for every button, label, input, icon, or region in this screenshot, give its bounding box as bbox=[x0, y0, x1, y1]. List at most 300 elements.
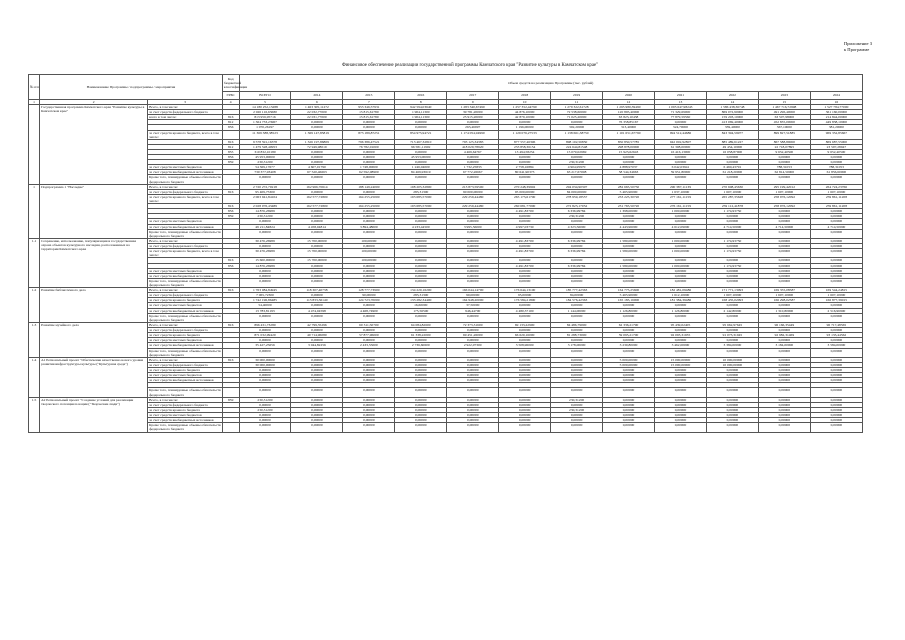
funding-source: за счет средств местных бюджетов bbox=[148, 219, 223, 224]
year-value: 0,00000 bbox=[499, 214, 551, 219]
year-value: 3 384,00000 bbox=[706, 343, 758, 348]
year-value: 4 491,83700 bbox=[499, 209, 551, 214]
year-value: 0,00000 bbox=[447, 397, 499, 402]
year-value: 213 873,59500 bbox=[447, 184, 499, 189]
year-value: 0,00000 bbox=[655, 214, 707, 219]
year-value: 0,00000 bbox=[706, 155, 758, 160]
year-value: 0,00000 bbox=[758, 313, 810, 322]
year-value: 0,00000 bbox=[603, 413, 655, 418]
year-value: 0,00000 bbox=[706, 402, 758, 407]
program-name: Развитие музейного дела bbox=[40, 323, 148, 358]
funding-source: за счет средств федерального бюджета bbox=[148, 189, 223, 194]
grbs-code bbox=[222, 130, 239, 139]
year-value: 0,00000 bbox=[343, 362, 395, 367]
header-grbs: ГРБС bbox=[222, 92, 239, 100]
year-value: 0,00000 bbox=[758, 239, 810, 244]
year-value: 0,00000 bbox=[395, 313, 447, 322]
total-value: 30 476,26989 bbox=[239, 239, 291, 244]
year-value: 0,00000 bbox=[551, 418, 603, 423]
year-value: 95 000,00000 bbox=[499, 189, 551, 194]
year-value: 283,31300 bbox=[395, 293, 447, 298]
total-value: 45 953,00000 bbox=[239, 155, 291, 160]
total-value: 2 028 076,43489 bbox=[239, 204, 291, 209]
year-value: 0,00000 bbox=[343, 378, 395, 383]
year-value: 113 833,36140 bbox=[291, 298, 343, 303]
year-value: 0,00000 bbox=[758, 263, 810, 268]
grbs-code: 856 bbox=[222, 209, 239, 214]
year-value: 0,00000 bbox=[655, 338, 707, 343]
year-value: 169 355,08587 bbox=[758, 288, 810, 293]
year-value: 1 612,10000 bbox=[655, 293, 707, 298]
year-value: 0,00000 bbox=[395, 244, 447, 249]
year-value: 181 384,39486 bbox=[655, 298, 707, 303]
year-value: 1 257 352,44790 bbox=[499, 105, 551, 110]
year-value: 0,00000 bbox=[343, 244, 395, 249]
year-value: 162 577,72800 bbox=[291, 204, 343, 209]
year-value: 3 584,00000 bbox=[810, 343, 862, 348]
row-number: 1.2 bbox=[29, 288, 40, 323]
year-value: 0,00000 bbox=[447, 362, 499, 367]
year-value: 176 644,13100 bbox=[499, 288, 551, 293]
year-value: 15 700,00000 bbox=[291, 239, 343, 244]
year-value: 2 922,07300 bbox=[447, 343, 499, 348]
year-value: 2 142,80000 bbox=[706, 308, 758, 313]
year-value: 867 588,89000 bbox=[758, 139, 810, 144]
grbs-code: 816 bbox=[222, 189, 239, 194]
year-value: 0,00000 bbox=[291, 268, 343, 273]
year-value: 61 856,60000 bbox=[810, 170, 862, 175]
year-value: 233 858,36154 bbox=[499, 144, 551, 149]
year-value: 0,00000 bbox=[499, 160, 551, 165]
table-row bbox=[29, 313, 863, 322]
header-year: 2014 bbox=[291, 92, 343, 100]
year-value: 850 850,57785 bbox=[603, 139, 655, 144]
table-row bbox=[29, 130, 863, 139]
year-value: 16 416,13000 bbox=[655, 149, 707, 154]
total-value: 11 369 388,38523 bbox=[239, 130, 291, 139]
year-value: 0,00000 bbox=[655, 388, 707, 397]
year-value: 0,00000 bbox=[655, 408, 707, 413]
year-value: 96 581,11902 bbox=[395, 144, 447, 149]
year-value: 0,00000 bbox=[706, 348, 758, 357]
year-value: 873 189,87251 bbox=[343, 130, 395, 139]
year-value: 0,00000 bbox=[603, 160, 655, 165]
funding-source: за счет средств краевого бюджета, всего в том числе: bbox=[148, 249, 223, 258]
total-value: 54,40000 bbox=[239, 303, 291, 308]
year-value: 1 904,11300 bbox=[395, 115, 447, 120]
column-number: 8 bbox=[395, 100, 447, 105]
year-value: 224 644,81548 bbox=[551, 144, 603, 149]
year-value: 4 714,50000 bbox=[758, 224, 810, 229]
year-value: 0,00000 bbox=[395, 368, 447, 373]
year-value: 0,00000 bbox=[603, 402, 655, 407]
year-value: 0,00000 bbox=[291, 278, 343, 287]
year-value: 942 594,03640 bbox=[395, 105, 447, 110]
year-value: 63 507,98000 bbox=[758, 115, 810, 120]
year-value: 0,00000 bbox=[655, 423, 707, 432]
column-number: 5 bbox=[239, 100, 291, 105]
year-value: 2 736,60600 bbox=[395, 343, 447, 348]
year-value: 1 283 340,67490 bbox=[447, 105, 499, 110]
year-value: 66 620,16000 bbox=[499, 333, 551, 338]
funding-source: за счет средств краевого бюджета, всего в том числе: bbox=[148, 194, 223, 203]
year-value: 90,00000 bbox=[343, 293, 395, 298]
year-value: 885 489,61227 bbox=[706, 139, 758, 144]
year-value: 67 520,46663 bbox=[291, 170, 343, 175]
year-value: 96 717,48565 bbox=[810, 323, 862, 328]
year-value: 1 310,80000 bbox=[758, 308, 810, 313]
year-value: 0,00000 bbox=[758, 338, 810, 343]
year-value: 0,00000 bbox=[447, 357, 499, 362]
year-value: 229 259,44480 bbox=[447, 194, 499, 203]
year-value: 0,00000 bbox=[706, 273, 758, 278]
year-value: 1 732,25833 bbox=[447, 165, 499, 170]
year-value: 214 844,00000 bbox=[810, 115, 862, 120]
year-value: 0,00000 bbox=[758, 362, 810, 367]
year-value: 295 199,42012 bbox=[758, 184, 810, 189]
year-value: 0,00000 bbox=[758, 388, 810, 397]
header-year: 2020 bbox=[603, 92, 655, 100]
year-value: 230,31200 bbox=[551, 397, 603, 402]
year-value: 258 976,12092 bbox=[758, 204, 810, 209]
year-value: 0,00000 bbox=[291, 263, 343, 268]
table-row bbox=[29, 175, 863, 184]
grbs-code: 816 bbox=[222, 204, 239, 209]
year-value: 4 612,09000 bbox=[655, 224, 707, 229]
year-value: 84 486,79000 bbox=[551, 323, 603, 328]
year-value: 1 129 076,27533 bbox=[499, 130, 551, 139]
year-value: 0,00000 bbox=[706, 160, 758, 165]
year-value: 0,00000 bbox=[706, 214, 758, 219]
funding-source: за счет средств федерального бюджета bbox=[148, 110, 223, 115]
total-value: 0,00000 bbox=[239, 368, 291, 373]
year-value: 0,00000 bbox=[499, 378, 551, 383]
year-value: 188 149,24000 bbox=[343, 184, 395, 189]
year-value: 0,00000 bbox=[551, 278, 603, 287]
year-value: 0,00000 bbox=[551, 268, 603, 273]
year-value: 0,00000 bbox=[810, 214, 862, 219]
year-value: 0,00000 bbox=[343, 189, 395, 194]
year-value: 0,00000 bbox=[343, 155, 395, 160]
grbs-code: 816 bbox=[222, 288, 239, 293]
year-value: 71 025,20000 bbox=[551, 115, 603, 120]
year-value: 0,00000 bbox=[447, 214, 499, 219]
year-value: 0,00000 bbox=[499, 397, 551, 402]
year-value: 0,00000 bbox=[343, 175, 395, 184]
total-value: 0,00000 bbox=[239, 378, 291, 383]
total-value: 0,00000 bbox=[239, 418, 291, 423]
year-value: 0,00000 bbox=[499, 368, 551, 373]
year-value: 42 879,10000 bbox=[499, 115, 551, 120]
year-value: 1 326 197,86809 bbox=[291, 139, 343, 144]
year-value: 0,00000 bbox=[291, 189, 343, 194]
year-value: 1 174,93750 bbox=[706, 263, 758, 268]
total-value: 0,00000 bbox=[239, 313, 291, 322]
year-value: 0,00000 bbox=[343, 357, 395, 362]
total-value: 1 479 528,40953 bbox=[239, 144, 291, 149]
funding-source: за счет средств федерального бюджета bbox=[148, 402, 223, 407]
grbs-code bbox=[222, 278, 239, 287]
year-value: 0,00000 bbox=[343, 229, 395, 238]
year-value: 0,00000 bbox=[343, 263, 395, 268]
funding-source: за счет средств федерального бюджета bbox=[148, 328, 223, 333]
funding-source: Кроме того, планируемые объемы обязательств федерального бюджета bbox=[149, 313, 221, 322]
year-value: 96 166,35449 bbox=[758, 323, 810, 328]
header-name: Наименование Программы / подпрограммы / мероприятия bbox=[40, 75, 223, 100]
year-value: 0,00000 bbox=[810, 408, 862, 413]
year-value: 0,00000 bbox=[499, 413, 551, 418]
year-value: 0,00000 bbox=[395, 348, 447, 357]
year-value: 15 700,00000 bbox=[291, 258, 343, 263]
total-value: 49 211,84824 bbox=[239, 224, 291, 229]
year-value: 176 584,21800 bbox=[499, 298, 551, 303]
header-year: 2022 bbox=[706, 92, 758, 100]
year-value: 0,00000 bbox=[291, 125, 343, 130]
total-value: 2 063 941,84104 bbox=[239, 194, 291, 203]
year-value: 76 358,85167 bbox=[603, 120, 655, 125]
year-value: 72 949,98019 bbox=[291, 144, 343, 149]
year-value: 1 607,10000 bbox=[706, 189, 758, 194]
grbs-code bbox=[222, 249, 239, 258]
year-value: 0,00000 bbox=[551, 229, 603, 238]
year-value: 0,00000 bbox=[758, 402, 810, 407]
year-value: 899 827,51885 bbox=[758, 130, 810, 139]
year-value: 168 435,02093 bbox=[706, 298, 758, 303]
year-value: 3 044,82256 bbox=[291, 343, 343, 348]
year-value: 15 815,61780 bbox=[343, 115, 395, 120]
year-value: 0,00000 bbox=[395, 388, 447, 397]
year-value: 0,00000 bbox=[395, 214, 447, 219]
year-value: 0,00000 bbox=[603, 328, 655, 333]
year-value: 92 093,31935 bbox=[655, 333, 707, 338]
year-value: 0,00000 bbox=[758, 378, 810, 383]
grbs-code: 859 bbox=[222, 214, 239, 219]
year-value: 0,00000 bbox=[603, 175, 655, 184]
year-value: 0,00000 bbox=[551, 303, 603, 308]
year-value: 0,00000 bbox=[655, 258, 707, 263]
year-value: 162 577,72800 bbox=[291, 194, 343, 203]
year-value: 0,00000 bbox=[499, 423, 551, 432]
year-value: 0,00000 bbox=[291, 120, 343, 125]
year-value: 0,00000 bbox=[758, 244, 810, 249]
year-value: 0,00000 bbox=[706, 313, 758, 322]
year-value: 162 966,70614 bbox=[291, 184, 343, 189]
year-value: 0,00000 bbox=[758, 328, 810, 333]
year-value: 6 042,03941 bbox=[655, 165, 707, 170]
table-row bbox=[29, 229, 863, 238]
year-value: 0,00000 bbox=[343, 125, 395, 130]
year-value: 0,00000 bbox=[810, 413, 862, 418]
year-value: 193 685,57000 bbox=[395, 204, 447, 209]
year-value: 1 580,00000 bbox=[603, 263, 655, 268]
year-value: 0,00000 bbox=[291, 229, 343, 238]
year-value: 5 465,90000 bbox=[603, 293, 655, 298]
year-value: 0,00000 bbox=[499, 362, 551, 367]
year-value: 0,00000 bbox=[447, 348, 499, 357]
year-value: 0,00000 bbox=[395, 397, 447, 402]
table-row bbox=[29, 423, 863, 432]
year-value: 0,00000 bbox=[447, 244, 499, 249]
grbs-code bbox=[222, 194, 239, 203]
year-value: 0,00000 bbox=[810, 244, 862, 249]
grbs-code: 856 bbox=[222, 125, 239, 130]
year-value: 0,00000 bbox=[810, 268, 862, 273]
year-value: 0,00000 bbox=[758, 209, 810, 214]
year-value: 0,00000 bbox=[291, 423, 343, 432]
appendix-note bbox=[844, 41, 872, 53]
year-value: 270 608,45630 bbox=[706, 184, 758, 189]
total-value: 54 369,17677 bbox=[239, 165, 291, 170]
year-value: 164 255,25000 bbox=[343, 194, 395, 203]
total-value: 7 065,72300 bbox=[239, 293, 291, 298]
year-value: 0,00000 bbox=[551, 258, 603, 263]
total-value: 0,00000 bbox=[239, 413, 291, 418]
year-value: 0,00000 bbox=[447, 239, 499, 244]
year-value: 4 480,37100 bbox=[499, 308, 551, 313]
year-value: 198 205,32800 bbox=[395, 184, 447, 189]
year-value: 0,00000 bbox=[291, 209, 343, 214]
funding-source: за счет средств местных бюджетов bbox=[148, 338, 223, 343]
year-value: 0,00000 bbox=[395, 258, 447, 263]
year-value: 0,00000 bbox=[447, 388, 499, 397]
year-value: 0,00000 bbox=[810, 402, 862, 407]
year-value: 1 580,00000 bbox=[603, 239, 655, 244]
year-value: 0,00000 bbox=[395, 120, 447, 125]
year-value: 5 465,90000 bbox=[603, 189, 655, 194]
funding-source: Всего, в том числе: bbox=[148, 357, 223, 362]
total-value: 0,00000 bbox=[239, 328, 291, 333]
year-value: 869 072,90000 bbox=[706, 110, 758, 115]
year-value: 5 000,00000 bbox=[603, 357, 655, 362]
grbs-code: 816 bbox=[222, 323, 239, 328]
year-value: 0,00000 bbox=[447, 408, 499, 413]
year-value: 59 951,80000 bbox=[655, 170, 707, 175]
year-value: 182 481,09486 bbox=[655, 288, 707, 293]
document-title: Финансовое обеспечение реализации государственной программы Камчатского края "Развитие культуры в Камчатском крае" bbox=[341, 63, 599, 68]
column-number: 9 bbox=[447, 100, 499, 105]
grbs-code: 812 bbox=[222, 144, 239, 149]
year-value: 134 220,16200 bbox=[395, 288, 447, 293]
funding-source: Кроме того, планируемые объемы обязательств федерального бюджета bbox=[149, 388, 221, 397]
year-value: 0,00000 bbox=[603, 155, 655, 160]
financing-table bbox=[28, 74, 863, 433]
grbs-code: 816 bbox=[222, 258, 239, 263]
year-value: 1 748,00000 bbox=[343, 165, 395, 170]
total-value: 14 876,26989 bbox=[239, 209, 291, 214]
year-value: 59 095,21700 bbox=[603, 333, 655, 338]
total-value: 9 578 591,16378 bbox=[239, 139, 291, 144]
program-name: А1 Региональный проект "Обеспечение качественно нового уровня развития инфраструктуры культуры ("Культурная среда") bbox=[40, 357, 148, 397]
year-value: 15 079,02969 bbox=[551, 149, 603, 154]
year-value: 869 687,55000 bbox=[810, 139, 862, 144]
year-value: 0,00000 bbox=[447, 258, 499, 263]
year-value: 0,00000 bbox=[758, 423, 810, 432]
year-value: 0,00000 bbox=[395, 263, 447, 268]
year-value: 0,00000 bbox=[758, 249, 810, 258]
funding-source: за счет средств местных бюджетов bbox=[148, 413, 223, 418]
year-value: 0,00000 bbox=[551, 368, 603, 373]
year-value: 0,00000 bbox=[343, 338, 395, 343]
year-value: 2 516,96900 bbox=[810, 308, 862, 313]
year-value: 1 126,80000 bbox=[603, 308, 655, 313]
row-number: 1 bbox=[29, 184, 40, 238]
year-value: 95 439,02405 bbox=[655, 323, 707, 328]
year-value: 67 772,26667 bbox=[447, 170, 499, 175]
column-number: 2 bbox=[40, 100, 148, 105]
year-value: 0,00000 bbox=[603, 397, 655, 402]
year-value: 0,00000 bbox=[395, 378, 447, 383]
year-value: 1 369 147,85819 bbox=[291, 130, 343, 139]
year-value: 165 183,16000 bbox=[603, 298, 655, 303]
year-value: 0,00000 bbox=[499, 357, 551, 362]
year-value: 1 607,10000 bbox=[758, 293, 810, 298]
header-year: 2015 bbox=[343, 92, 395, 100]
table-row bbox=[29, 388, 863, 397]
year-value: 0,00000 bbox=[810, 209, 862, 214]
year-value: 0,00000 bbox=[499, 303, 551, 308]
year-value: 0,00000 bbox=[447, 413, 499, 418]
year-value: 0,00000 bbox=[395, 219, 447, 224]
year-value: 0,00000 bbox=[706, 219, 758, 224]
year-value: 294 034,90307 bbox=[551, 184, 603, 189]
year-value: 1 295 980,39490 bbox=[603, 105, 655, 110]
year-value: 0,00000 bbox=[655, 278, 707, 287]
header-year: 2023 bbox=[758, 92, 810, 100]
funding-source: за счет средств внебюджетных источников bbox=[148, 224, 223, 229]
year-value: 0,00000 bbox=[291, 418, 343, 423]
year-value: 0,00000 bbox=[706, 268, 758, 273]
year-value: 1 174,93750 bbox=[706, 249, 758, 258]
year-value: 0,00000 bbox=[499, 175, 551, 184]
year-value: 0,00000 bbox=[395, 362, 447, 367]
year-value: 0,00000 bbox=[758, 268, 810, 273]
year-value: 491 296,40000 bbox=[758, 110, 810, 115]
year-value: 0,00000 bbox=[447, 229, 499, 238]
year-value: 1 000,00000 bbox=[655, 209, 707, 214]
year-value: 0,00000 bbox=[291, 413, 343, 418]
year-value: 0,00000 bbox=[291, 219, 343, 224]
funding-source: всего в том числе: bbox=[148, 115, 223, 120]
year-value: 0,00000 bbox=[655, 219, 707, 224]
total-value: 1 742 196,86485 bbox=[239, 298, 291, 303]
funding-source: за счет средств краевого бюджета bbox=[148, 298, 223, 303]
year-value: 23 597,28947 bbox=[810, 144, 862, 149]
grbs-code: 855 bbox=[222, 149, 239, 154]
year-value: 290 387,11139 bbox=[655, 184, 707, 189]
year-value: 0,00000 bbox=[706, 408, 758, 413]
header-no: № п/п bbox=[29, 75, 40, 100]
year-value: 0,00000 bbox=[706, 338, 758, 343]
column-number: 16 bbox=[810, 100, 862, 105]
year-value: 843 394,59977 bbox=[706, 130, 758, 139]
year-value: 0,00000 bbox=[343, 303, 395, 308]
total-value: 30 476,26989 bbox=[239, 249, 291, 258]
year-value: 4 323,56000 bbox=[551, 224, 603, 229]
year-value: 0,00000 bbox=[343, 268, 395, 273]
year-value: 0,00000 bbox=[291, 313, 343, 322]
year-value: 39 781,20000 bbox=[447, 110, 499, 115]
year-value: 159 203,10000 bbox=[706, 115, 758, 120]
year-value: 0,00000 bbox=[551, 348, 603, 357]
year-value: 0,00000 bbox=[499, 155, 551, 160]
year-value: 80 641,90373 bbox=[499, 170, 551, 175]
year-value: 118 307,40738 bbox=[291, 288, 343, 293]
year-value: 0,00000 bbox=[499, 258, 551, 263]
year-value: 0,00000 bbox=[343, 160, 395, 165]
year-value: 0,00000 bbox=[603, 418, 655, 423]
year-value: 0,00000 bbox=[810, 378, 862, 383]
year-value: 1 138 661,38750 bbox=[551, 130, 603, 139]
